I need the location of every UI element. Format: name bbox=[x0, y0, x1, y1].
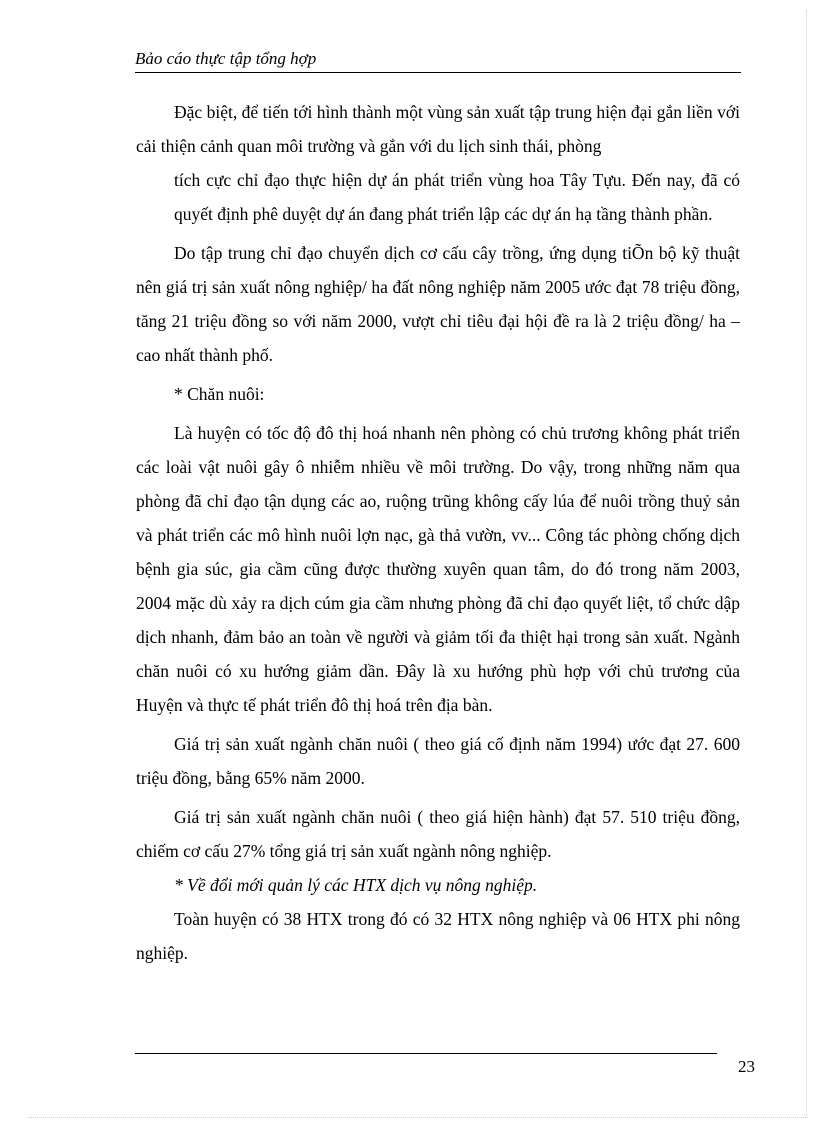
footer-divider bbox=[135, 1053, 717, 1054]
header-title: Bảo cáo thực tập tổng hợp bbox=[135, 49, 317, 68]
paragraph: Đặc biệt, để tiến tới hình thành một vùng sản xuất tập trung hiện đại gắn liền với cải thiện cảnh quan môi trường và gắn với du lịch sinh thái, phòng bbox=[136, 102, 740, 156]
section-heading-livestock: * Chăn nuôi: bbox=[174, 384, 265, 404]
paragraph: Giá trị sản xuất ngành chăn nuôi ( theo giá hiện hành) đạt 57. 510 triệu đồng, chiếm cơ cấu 27% tổng giá trị sản xuất ngành nông nghiệp. bbox=[136, 807, 740, 861]
page-header bbox=[135, 48, 741, 73]
document-body bbox=[136, 95, 740, 970]
page-number: 23 bbox=[738, 1057, 755, 1076]
paragraph: tích cực chỉ đạo thực hiện dự án phát triển vùng hoa Tây Tựu. Đến nay, đã có quyết định phê duyệt dự án đang phát triển lập các dự án hạ tầng thành phần. bbox=[174, 170, 740, 224]
paragraph: Do tập trung chỉ đạo chuyển dịch cơ cấu cây trồng, ứng dụng tiÕn bộ kỹ thuật nên giá trị sản xuất nông nghiệp/ ha đất nông nghiệp năm 2005 ước đạt 78 triệu đồng, tăng 21 triệu đồng so với năm 2000, vượt chỉ tiêu đại hội đề ra là 2 triệu đồng/ ha – cao nhất thành phố. bbox=[136, 243, 740, 365]
paragraph: Là huyện có tốc độ đô thị hoá nhanh nên phòng có chủ trương không phát triển các loài vật nuôi gây ô nhiễm nhiều về môi trường. Do vậy, trong những năm qua phòng đã chỉ đạo tận dụng các ao, ruộng trũng không cấy lúa để nuôi trồng thuỷ sản và phát triển các mô hình nuôi lợn nạc, gà thả vườn, vv... Công tác phòng chống dịch bệnh gia súc, gia cầm cũng được thường xuyên quan tâm, do đó trong năm 2003, 2004 mặc dù xảy ra dịch cúm gia cầm nhưng phòng đã chỉ đạo quyết liệt, tổ chức dập dịch nhanh, đảm bảo an toàn về người và giảm tối đa thiệt hại trong sản xuất. Ngành chăn nuôi có xu hướng giảm dần. Đây là xu hướng phù hợp với chủ trương của Huyện và thực tế phát triển đô thị hoá trên địa bàn. bbox=[136, 423, 740, 715]
paragraph: Toàn huyện có 38 HTX trong đó có 32 HTX nông nghiệp và 06 HTX phi nông nghiệp. bbox=[136, 909, 740, 963]
page-right-edge bbox=[806, 10, 807, 1116]
paragraph: Giá trị sản xuất ngành chăn nuôi ( theo giá cố định năm 1994) ước đạt 27. 600 triệu đồng, bằng 65% năm 2000. bbox=[136, 734, 740, 788]
section-heading-cooperatives: * Về đổi mới quản lý các HTX dịch vụ nông nghiệp. bbox=[174, 875, 538, 895]
page-bottom-edge bbox=[28, 1117, 808, 1118]
